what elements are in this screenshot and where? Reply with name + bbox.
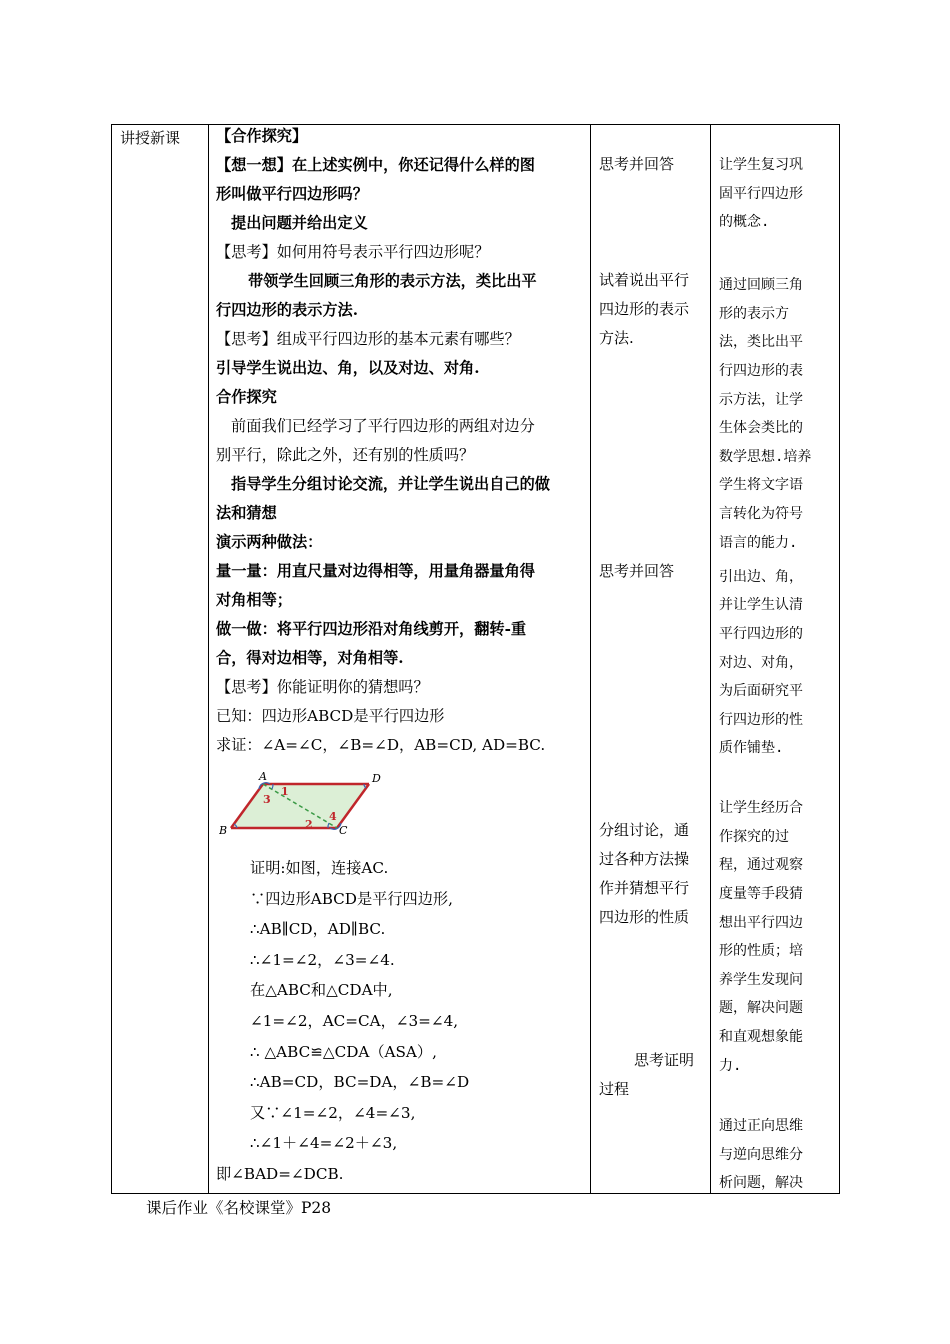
intent-line: 学生将文字语 <box>719 477 803 493</box>
student-line: 分组讨论，通 <box>599 821 690 839</box>
proof-line: ∵四边形ABCD是平行四边形, <box>250 890 453 908</box>
intent-line: 与逆向思维分 <box>719 1147 803 1163</box>
intent-line: 行四边形的性 <box>719 712 803 728</box>
activity-line: 行四边形的表示方法. <box>216 301 358 319</box>
activity-line: 带领学生回顾三角形的表示方法，类比出平 <box>248 272 537 290</box>
proof-line: ∴AB∥CD，AD∥BC. <box>250 920 386 938</box>
vertex-label-d: D <box>372 772 381 785</box>
activity-line: 做一做：将平行四边形沿对角线剪开，翻转-重 <box>216 620 527 638</box>
activity-line: 合作探究 <box>216 388 277 406</box>
student-line: 过程 <box>599 1080 630 1098</box>
activity-line: 引导学生说出边、角，以及对边、对角. <box>216 359 480 377</box>
vertex-label-b: B <box>219 824 228 837</box>
proof-line: ∴∠1=∠2，∠3=∠4. <box>250 951 395 969</box>
activity-line: 量一量：用直尺量对边得相等，用量角器量角得 <box>216 562 535 580</box>
intent-line: 力. <box>719 1058 742 1074</box>
intent-line: 让学生经历合 <box>719 800 803 816</box>
activity-line: 【思考】你能证明你的猜想吗？ <box>216 678 429 696</box>
activity-line: 【想一想】在上述实例中，你还记得什么样的图 <box>216 156 535 174</box>
activity-line: 【思考】组成平行四边形的基本元素有哪些？ <box>216 330 520 348</box>
section-heading: 【合作探究】 <box>216 127 308 145</box>
intent-line: 养学生发现问 <box>719 972 803 988</box>
intent-line: 固平行四边形 <box>719 186 803 202</box>
intent-line: 析问题，解决 <box>719 1175 803 1191</box>
activity-line: 别平行，除此之外，还有别的性质吗？ <box>216 446 475 464</box>
proof-line: 证明:如图，连接AC. <box>250 859 389 877</box>
proof-line: ∴AB=CD，BC=DA，∠B=∠D <box>250 1073 470 1091</box>
intent-line: 示方法，让学 <box>719 392 803 408</box>
proof-line: ∠1=∠2，AC=CA，∠3=∠4, <box>250 1012 459 1030</box>
angle-label-1: 1 <box>281 785 289 798</box>
intent-line: 法，类比出平 <box>719 334 803 350</box>
angle-label-2: 2 <box>305 818 313 831</box>
intent-line: 题，解决问题 <box>719 1000 803 1016</box>
intent-line: 行四边形的表 <box>719 363 803 379</box>
intent-line: 形的表示方 <box>719 306 789 322</box>
activity-line: 演示两种做法： <box>216 533 323 551</box>
activity-line: 形叫做平行四边形吗？ <box>216 185 368 203</box>
intent-line: 引出边、角， <box>719 569 803 585</box>
vertex-label-c: C <box>339 824 348 837</box>
angle-label-3: 3 <box>263 793 271 806</box>
angle-label-4: 4 <box>329 810 337 823</box>
design-intent-column <box>711 125 841 1193</box>
activity-line: 指导学生分组讨论交流，并让学生说出自己的做 <box>231 475 550 493</box>
given-statement: 已知：四边形ABCD是平行四边形 <box>216 707 445 725</box>
intent-line: 言转化为符号 <box>719 506 803 522</box>
intent-line: 想出平行四边 <box>719 915 803 931</box>
intent-line: 和直观想象能 <box>719 1029 803 1045</box>
student-line: 四边形的性质 <box>599 908 690 926</box>
student-line: 过各种方法操 <box>599 850 690 868</box>
student-line: 思考并回答 <box>599 562 675 580</box>
student-line: 作并猜想平行 <box>599 879 690 897</box>
intent-line: 并让学生认清 <box>719 597 803 613</box>
activity-line: 提出问题并给出定义 <box>231 214 368 232</box>
student-line: 试着说出平行 <box>599 271 690 289</box>
intent-line: 让学生复习巩 <box>719 157 803 173</box>
vertex-label-a: A <box>259 770 267 783</box>
student-line: 思考证明 <box>634 1051 695 1069</box>
proof-line: ∴ △ABC≌△CDA（ASA）, <box>250 1043 437 1061</box>
intent-line: 作探究的过 <box>719 829 789 845</box>
proof-line: 即∠BAD=∠DCB. <box>216 1165 344 1183</box>
intent-line: 数学思想.培养 <box>719 449 812 465</box>
student-line: 方法. <box>599 329 634 347</box>
proof-line: 又∵∠1=∠2，∠4=∠3, <box>250 1104 416 1122</box>
intent-line: 对边、对角， <box>719 655 803 671</box>
intent-line: 语言的能力. <box>719 535 798 551</box>
intent-line: 通过正向思维 <box>719 1118 803 1134</box>
student-line: 思考并回答 <box>599 155 675 173</box>
homework-footer: 课后作业《名校课堂》P28 <box>146 1199 332 1217</box>
lesson-table <box>111 124 840 1194</box>
intent-line: 为后面研究平 <box>719 683 803 699</box>
intent-line: 形的性质；培 <box>719 943 803 959</box>
student-activity-column <box>591 125 710 1193</box>
stage-label: 讲授新课 <box>120 129 181 147</box>
activity-line: 前面我们已经学习了平行四边形的两组对边分 <box>231 417 535 435</box>
intent-line: 度量等手段猜 <box>719 886 803 902</box>
activity-line: 对角相等； <box>216 591 292 609</box>
stage-column <box>112 125 208 1193</box>
activity-line: 法和猜想 <box>216 504 277 522</box>
proof-line: 在△ABC和△CDA中, <box>250 981 393 999</box>
intent-line: 平行四边形的 <box>719 626 803 642</box>
student-line: 四边形的表示 <box>599 300 690 318</box>
intent-line: 的概念. <box>719 214 770 230</box>
prove-statement: 求证：∠A=∠C，∠B=∠D，AB=CD, AD=BC. <box>216 736 546 754</box>
intent-line: 通过回顾三角 <box>719 277 803 293</box>
activity-line: 【思考】如何用符号表示平行四边形呢？ <box>216 243 490 261</box>
teacher-activity-column <box>209 125 590 1193</box>
parallelogram-diagram <box>219 768 387 840</box>
intent-line: 程，通过观察 <box>719 857 803 873</box>
intent-line: 质作铺垫. <box>719 740 784 756</box>
activity-line: 合，得对边相等，对角相等. <box>216 649 404 667</box>
intent-line: 生体会类比的 <box>719 420 803 436</box>
proof-line: ∴∠1＋∠4=∠2＋∠3, <box>250 1134 398 1152</box>
